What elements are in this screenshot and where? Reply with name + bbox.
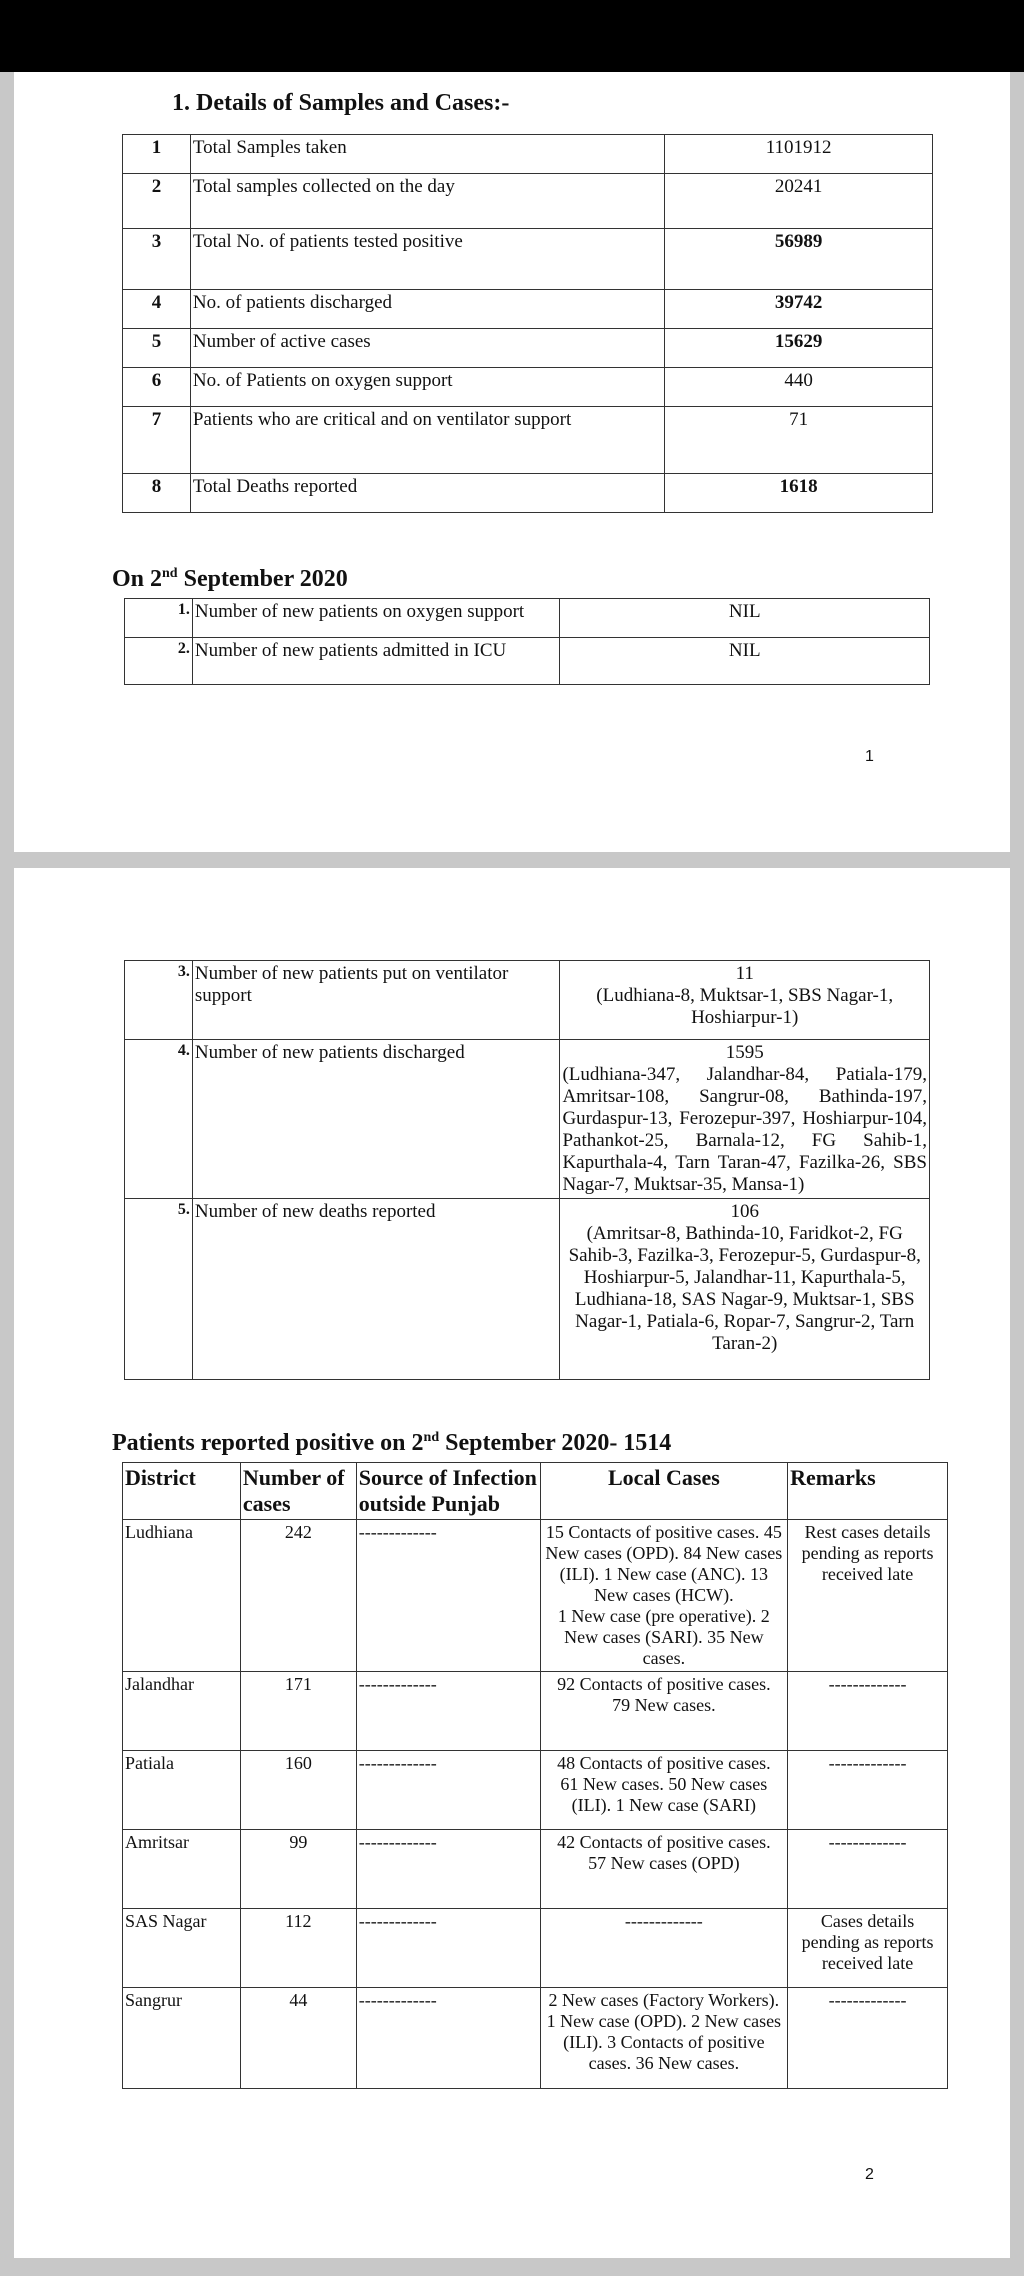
- district-cell: Amritsar: [123, 1830, 241, 1909]
- source-cell: -------------: [356, 1672, 540, 1751]
- row-value: [560, 1040, 930, 1199]
- table-row: [123, 290, 933, 329]
- top-black-bar: [0, 0, 1024, 72]
- table-row: [123, 174, 933, 229]
- new-patients-table-part2: [124, 960, 930, 1380]
- samples-cases-table: [122, 134, 933, 513]
- row-value: 440: [665, 368, 933, 407]
- table-row: [123, 1672, 948, 1751]
- row-label: No. of Patients on oxygen support: [190, 368, 664, 407]
- row-value: NIL: [560, 599, 930, 638]
- table-row: [125, 961, 930, 1040]
- cases-cell: 171: [240, 1672, 356, 1751]
- table-row: [123, 1988, 948, 2089]
- source-cell: -------------: [356, 1830, 540, 1909]
- row-label: Number of new patients admitted in ICU: [192, 638, 560, 685]
- row-label: Number of new patients discharged: [192, 1040, 560, 1199]
- table-row: [123, 407, 933, 474]
- row-label: Total Deaths reported: [190, 474, 664, 513]
- col-header-local: Local Cases: [540, 1463, 788, 1520]
- local-cell: 48 Contacts of positive cases. 61 New cases. 50 New cases (ILI). 1 New case (SARI): [540, 1751, 788, 1830]
- remarks-cell: Cases details pending as reports received late: [788, 1909, 948, 1988]
- local-cell: 2 New cases (Factory Workers). 1 New case (OPD). 2 New cases (ILI). 3 Contacts of positive cases. 36 New cases.: [540, 1988, 788, 2089]
- table-row: [123, 329, 933, 368]
- table-row: [125, 638, 930, 685]
- col-header-cases: Number of cases: [240, 1463, 356, 1520]
- row-label: Number of new deaths reported: [192, 1199, 560, 1380]
- row-number: 3: [123, 229, 191, 290]
- row-value: 11 (Ludhiana-8, Muktsar-1, SBS Nagar-1, Hoshiarpur-1): [560, 961, 930, 1040]
- table-row: [123, 368, 933, 407]
- table-header-row: [123, 1463, 948, 1520]
- col-header-remarks: Remarks: [788, 1463, 948, 1520]
- table-row: [125, 599, 930, 638]
- row-number: 2: [123, 174, 191, 229]
- row-value: 1101912: [665, 135, 933, 174]
- row-label: Number of new patients on oxygen support: [192, 599, 560, 638]
- discharged-breakdown: (Ludhiana-347, Jalandhar-84, Patiala-179, Amritsar-108, Sangrur-08, Bathinda-197, Gurdaspur-13, Ferozepur-397, Hoshiarpur-104, Pathankot-25, Barnala-12, FG Sahib-1, Kapurthala-4, Tarn Taran-47, Fazilka-26, SBS Nagar-7, Muktsar-35, Mansa-1): [562, 1064, 927, 1195]
- remarks-cell: Rest cases details pending as reports received late: [788, 1520, 948, 1672]
- row-label: Patients who are critical and on ventilator support: [190, 407, 664, 474]
- page-number: 2: [865, 2166, 874, 2183]
- row-number: 5: [123, 329, 191, 368]
- district-cell: Jalandhar: [123, 1672, 241, 1751]
- row-value: 39742: [665, 290, 933, 329]
- row-value: 1618: [665, 474, 933, 513]
- remarks-cell: -------------: [788, 1988, 948, 2089]
- row-label: Number of new patients put on ventilator support: [192, 961, 560, 1040]
- table-row: [123, 1830, 948, 1909]
- row-label: Total No. of patients tested positive: [190, 229, 664, 290]
- row-number: 5.: [125, 1199, 193, 1380]
- document-page-2: [14, 868, 1010, 2258]
- row-number: 4.: [125, 1040, 193, 1199]
- local-cell: 92 Contacts of positive cases. 79 New cases.: [540, 1672, 788, 1751]
- row-number: 8: [123, 474, 191, 513]
- row-number: 2.: [125, 638, 193, 685]
- district-cell: Sangrur: [123, 1988, 241, 2089]
- col-header-source: Source of Infection outside Punjab: [356, 1463, 540, 1520]
- row-value: 20241: [665, 174, 933, 229]
- col-header-district: District: [123, 1463, 241, 1520]
- local-cell: 15 Contacts of positive cases. 45 New cases (OPD). 84 New cases (ILI). 1 New case (ANC). 13 New cases (HCW). 1 New case (pre operative). 2 New cases (SARI). 35 New cases.: [540, 1520, 788, 1672]
- cases-cell: 112: [240, 1909, 356, 1988]
- row-value: 56989: [665, 229, 933, 290]
- table-row: [123, 135, 933, 174]
- section-2-heading: On 2nd September 2020: [112, 566, 348, 592]
- table-row: [123, 229, 933, 290]
- table-row: [123, 474, 933, 513]
- row-label: Total Samples taken: [190, 135, 664, 174]
- row-value: NIL: [560, 638, 930, 685]
- remarks-cell: -------------: [788, 1751, 948, 1830]
- remarks-cell: -------------: [788, 1830, 948, 1909]
- source-cell: -------------: [356, 1909, 540, 1988]
- source-cell: -------------: [356, 1520, 540, 1672]
- local-cell: -------------: [540, 1909, 788, 1988]
- cases-cell: 44: [240, 1988, 356, 2089]
- source-cell: -------------: [356, 1988, 540, 2089]
- row-number: 4: [123, 290, 191, 329]
- row-number: 3.: [125, 961, 193, 1040]
- row-label: Number of active cases: [190, 329, 664, 368]
- discharged-total: 1595: [725, 1042, 764, 1063]
- row-number: 7: [123, 407, 191, 474]
- table-row: [123, 1751, 948, 1830]
- row-number: 1: [123, 135, 191, 174]
- new-patients-table-part1: [124, 598, 930, 685]
- table-row: [123, 1909, 948, 1988]
- row-value: 71: [665, 407, 933, 474]
- cases-cell: 160: [240, 1751, 356, 1830]
- row-value: 15629: [665, 329, 933, 368]
- district-cell: SAS Nagar: [123, 1909, 241, 1988]
- table-row: [123, 1520, 948, 1672]
- table-row: [125, 1199, 930, 1380]
- cases-cell: 99: [240, 1830, 356, 1909]
- row-label: No. of patients discharged: [190, 290, 664, 329]
- section-3-heading: Patients reported positive on 2nd September 2020- 1514: [112, 1430, 672, 1456]
- section-heading: 1. Details of Samples and Cases:-: [172, 90, 510, 116]
- table-row: [125, 1040, 930, 1199]
- row-number: 1.: [125, 599, 193, 638]
- row-number: 6: [123, 368, 191, 407]
- district-cell: Ludhiana: [123, 1520, 241, 1672]
- positive-cases-table: [122, 1462, 948, 2089]
- document-page-1: [14, 72, 1010, 852]
- remarks-cell: -------------: [788, 1672, 948, 1751]
- local-cell: 42 Contacts of positive cases. 57 New cases (OPD): [540, 1830, 788, 1909]
- row-label: Total samples collected on the day: [190, 174, 664, 229]
- row-value: 106 (Amritsar-8, Bathinda-10, Faridkot-2, FG Sahib-3, Fazilka-3, Ferozepur-5, Gurdaspur-8, Hoshiarpur-5, Jalandhar-11, Kapurthala-5, Ludhiana-18, SAS Nagar-9, Muktsar-1, SBS Nagar-1, Patiala-6, Ropar-7, Sangrur-2, Tarn Taran-2): [560, 1199, 930, 1380]
- district-cell: Patiala: [123, 1751, 241, 1830]
- page-number: 1: [865, 748, 874, 765]
- cases-cell: 242: [240, 1520, 356, 1672]
- source-cell: -------------: [356, 1751, 540, 1830]
